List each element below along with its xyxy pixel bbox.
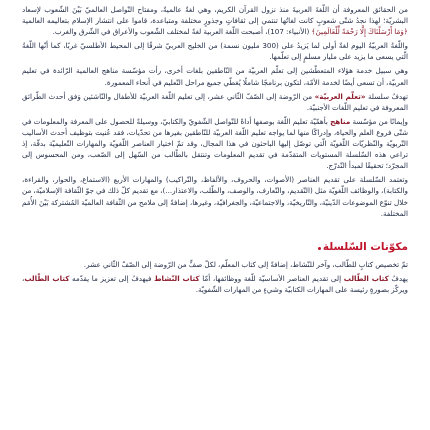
paragraph xyxy=(22,174,408,218)
paragraph-text: من الحقائق المعروفة أن اللّغةَ العربيةَ منذ نزول القرآن الكريم، وهي لغةٌ عالميةٌ، ومفتاح التّواصل العالميّ بَيْنَ الشّعوب لإسعاد البشريّة؛ لهذا نجدُ شتّى شعوبٍ كانت لغاتُها تنتمي إلى ثقافاتٍ وجذورٍ مختلفة ومتباعدة، قاموا على انتشار الإسلام بتعاليمه العالمية xyxy=(22,5,408,26)
highlighted-term: كتاب الطّالب xyxy=(24,273,70,283)
paragraph xyxy=(22,4,408,37)
paragraph-text: (الأنبياء: 107)، أصبحت اللّغة العربية لغةً لمختلف الشّعوب والأعراق في الشّرق والغرب. xyxy=(52,27,312,37)
paragraph xyxy=(22,273,408,295)
paragraph xyxy=(22,65,408,87)
section-heading: مكوّنات السّلسلة xyxy=(22,241,408,253)
paragraph-text: وتعتمد السّلسلة على تقديم العناصر (الأصوات، والحروف، والألفاظ، والتّراكيب) والمهارات الأربع (الاستماع، والحوار، والقراءة، والكتابة)، والوظائف اللّغويّة مثل (التّقديم، والتّعارف، والوصف، والطّلب، والاعتذار...)، مع تقديم كلّ ذلك في جوّ الثّقافة الإسلاميّة، من خلال تنوّع الموضوعات الدّينيّة، والتّاريخيّة، والاجتماعيّة، والجغرافيّة، وغيرها، إضافةً إلى ملامح من الثّقافة العالميّة المُشتركة بَيْنَ الأُمَم المختلفة. xyxy=(22,175,408,218)
quran-verse: ﴿وَمَا أَرْسَلْنَاكَ إِلَّا رَحْمَةً لِّلْعَالَمِينَ﴾ xyxy=(311,27,408,37)
paragraph-text: من الرّوضة إلى الصّفّ الثّاني عشر، إلى تعليم اللّغة العربيّة للأطفال والنّاشئين وَفق أحدث الطّرائق المعروفة في تعليم اللّغات الأجنبيّة. xyxy=(22,91,408,112)
components-body xyxy=(22,259,408,295)
paragraph xyxy=(22,259,408,270)
paragraph-text: إلى تقديم العناصر الأساسيّة للّغة ووظائفها، أمّا xyxy=(199,273,344,283)
paragraph xyxy=(22,40,408,62)
paragraph-text: ، ويركّز بصورةٍ رئيسة على المهارات الكتابيّة وشيءٍ من المهارات الشّفويّة. xyxy=(22,273,408,294)
highlighted-term: مناهج xyxy=(330,116,351,126)
paragraph-text: تمّ تخصيص كتابٍ للطّالب، وآخر للنّشاط، إضافةً إلى كتاب المعلّم، لكلّ صفٍّ من الرّوضة إلى الصّفّ الثّاني عشر. xyxy=(83,259,408,269)
paragraph-text: وإيمانًا من مؤسّسة xyxy=(350,116,408,126)
highlighted-term: كتاب النّشاط xyxy=(154,273,200,283)
paragraph-text: يهدفُ xyxy=(388,273,408,283)
paragraph-text: بأهمّيّة تعليم اللّغة بوصفها أداةً للتّواصل الشّفويّ والكتابيّ، ووسيلةً للحصول على المعرفة والمعلومات في شتّى فروع العلم والحياة، وإدراكًا منها لما يواجه تعليم اللّغة العربيّة للنّاطقين بغيرها من تحدّيات، فقد عُنيت بتوظيف أحدث الأساليب التّربويّة والنّظريّات اللّغويّة الّتي توصّل إليها الباحثون في هذا المجال، وقد تمّ اختيار العناصر اللّغويّة والمهارات التّعليميّة بدقّة، إذ تراعي هذه السّلسلة المستويات المتقدّمة في تقديم المعلومات وتنتقل بالطّالب من السّهل إلى الصّعب، ومن المحسوس إلى المجرّد؛ تحقيقًا لمبدأ التّدرّج. xyxy=(22,116,408,171)
paragraph-text: وهي سبيل خدمة هؤلاء المتعطّشين إلى تعلّم العربيّة من النّاطقين بلغات أخرى، رأت مؤسّسة مناهج العالمية الرّائدة في تعليم العربيّة، أن تسعى أيضًا لخدمة الأمّة، لتكون برنامجًا شاملًا يُغطّي جميع مراحل التّعليم في أنحاء المعمورة. xyxy=(22,66,408,87)
highlighted-term: كتاب الطّالب xyxy=(343,273,389,283)
paragraph-text: واللّغةُ العربيّةُ اليوم لغةٌ أولى لما يَزيدُ على (300 مليون نسمة) من الخليج العربيّ شرقًا إلى المحيط الأطلسيّ غربًا، كما أنّها اللّغةُ الّتي يسعى ما يزيد على مليار مسلمٍ إلى تعلّمها. xyxy=(22,41,408,62)
paragraph xyxy=(22,91,408,113)
paragraph-text: فيهدفُ إلى تعزيز ما يقدّمه xyxy=(69,273,155,283)
highlighted-term: «تعلّم العربيّة» xyxy=(314,91,366,101)
paragraph xyxy=(22,116,408,171)
intro-body xyxy=(22,4,408,219)
paragraph-text: تهدفُ سلسلة xyxy=(365,91,408,101)
